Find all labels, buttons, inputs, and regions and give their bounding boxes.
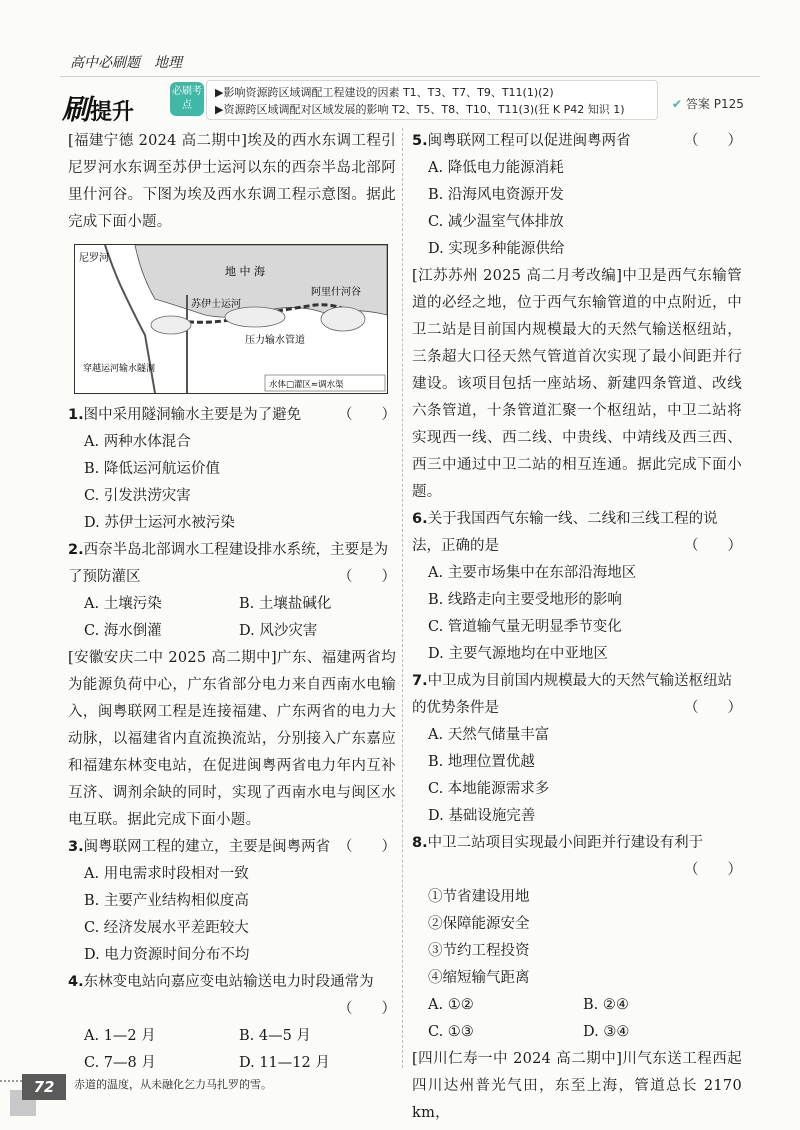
- q2-option-a: A. 土壤污染: [84, 596, 162, 612]
- q2-option-d: D. 风沙灾害: [239, 623, 318, 639]
- topic-box: [206, 80, 658, 120]
- answer-bracket[interactable]: （ ）: [338, 569, 396, 585]
- q4-option-c: C. 7—8 月: [84, 1055, 156, 1071]
- q2-options-row-1: [84, 591, 396, 618]
- canal-label: 苏伊士运河: [191, 299, 241, 310]
- q1-option-a: A. 两种水体混合: [84, 434, 191, 450]
- logo-text: 提升: [90, 99, 135, 125]
- sea-area: [135, 245, 387, 317]
- q1-option-b: B. 降低运河航运价值: [84, 461, 220, 477]
- irrigation-area-middle: [225, 307, 285, 327]
- q2-option-b: B. 土壤盐碱化: [239, 596, 332, 612]
- q8-item-2: ②保障能源安全: [428, 916, 530, 932]
- irrigation-area-east: [321, 307, 365, 331]
- q7-option-a: A. 天然气储量丰富: [428, 727, 550, 743]
- answer-bracket[interactable]: （ ）: [338, 1001, 396, 1017]
- egypt-water-map: [74, 244, 388, 394]
- column-divider: [402, 128, 404, 1068]
- question-2: 2.西奈半岛北部调水工程建设排水系统，主要是为了预防灌区 （ ）: [68, 537, 396, 591]
- q8-item-1: ①节省建设用地: [428, 889, 530, 905]
- question-3: 3.闽粤联网工程的建立，主要是闽粤两省 （ ）: [68, 834, 396, 861]
- q8-option-c: C. ①③: [428, 1024, 474, 1040]
- header-title: 高中必刷题 地理: [70, 55, 182, 71]
- section-logo: [62, 88, 134, 128]
- answer-bracket[interactable]: （ ）: [684, 862, 742, 878]
- q4-option-b: B. 4—5 月: [239, 1028, 311, 1044]
- answer-bracket[interactable]: （ ）: [684, 700, 742, 716]
- map-graphic: [75, 245, 387, 393]
- answer-bracket[interactable]: （ ）: [684, 538, 742, 554]
- question-4: 4.东林变电站向嘉应变电站输送电力时段通常为: [68, 974, 374, 990]
- q6-option-a: A. 主要市场集中在东部沿海地区: [428, 565, 637, 581]
- question-8: 8.中卫二站项目实现最小间距并行建设有利于: [412, 835, 704, 851]
- logo-char: 刷: [62, 93, 91, 126]
- footer-quote: 赤道的温度，从未融化乞力马扎罗的雪。: [74, 1078, 272, 1091]
- sea-label: 地 中 海: [225, 265, 265, 278]
- pipe-label: 压力输水管道: [245, 335, 305, 346]
- q8-option-d: D. ③④: [583, 1024, 630, 1040]
- q7-option-b: B. 地理位置优越: [428, 754, 535, 770]
- q2-options-row-2: [84, 618, 396, 645]
- question-7: 7.中卫成为目前国内规模最大的天然气输送枢纽站的优势条件是 （ ）: [412, 668, 742, 722]
- q4-option-a: A. 1—2 月: [84, 1028, 156, 1044]
- q6-option-c: C. 管道输气量无明显季节变化: [428, 619, 622, 635]
- q8-item-3: ③节约工程投资: [428, 943, 530, 959]
- q3-option-a: A. 用电需求时段相对一致: [84, 866, 249, 882]
- q1-option-c: C. 引发洪涝灾害: [84, 488, 191, 504]
- question-1: 1.图中采用隧洞输水主要是为了避免 （ ）: [68, 402, 396, 429]
- q6-option-d: D. 主要气源地均在中亚地区: [428, 646, 608, 662]
- q5-option-c: C. 减少温室气体排放: [428, 214, 564, 230]
- must-know-badge: 必刷考点: [170, 82, 204, 116]
- intro-gas: [江苏苏州 2025 高二月考改编]中卫是西气东输管道的必经之地，位于西气东输管道的中点附近，中卫二站是目前国内规模最大的天然气输送枢纽站，三条超大口径天然气管道首次实现了最小间距并行建设。该项目包括一座站场、新建四条管道、改线六条管道，十条管道汇聚一个枢纽站，中卫二站将实现西一线、西二线、中贵线、中靖线及西三西、西三中通过中卫二站的相互连通。据此完成下面小题。: [412, 268, 742, 500]
- topic-line-1: ▶影响资源跨区域调配工程建设的因素 T1、T3、T7、T9、T11(1)(2): [215, 86, 554, 99]
- topic-line-2: ▶资源跨区域调配对区域发展的影响 T2、T5、T8、T10、T11(3)(狂 K P42 知识 1): [215, 103, 625, 116]
- q6-option-b: B. 线路走向主要受地形的影响: [428, 592, 622, 608]
- q8-options-row-1: [428, 992, 742, 1019]
- q1-option-d: D. 苏伊士运河水被污染: [84, 515, 235, 531]
- right-column: [412, 128, 742, 1127]
- q5-option-b: B. 沿海风电资源开发: [428, 187, 564, 203]
- question-6: 6.关于我国西气东输一线、二线和三线工程的说法，正确的是 （ ）: [412, 506, 742, 560]
- footer-dots: [0, 1080, 22, 1084]
- q8-options-row-2: [428, 1019, 742, 1046]
- q2-option-c: C. 海水倒灌: [84, 623, 162, 639]
- q4-bracket-line: [68, 996, 396, 1023]
- answer-text: 答案 P125: [685, 97, 744, 111]
- q8-item-4: ④缩短输气距离: [428, 970, 530, 986]
- check-icon: ✔: [672, 97, 683, 111]
- header-rule: [60, 76, 760, 77]
- answer-ref[interactable]: [672, 95, 744, 112]
- q5-option-a: A. 降低电力能源消耗: [428, 160, 564, 176]
- intro-sichuan: [四川仁寿一中 2024 高二期中]川气东送工程西起四川达州普光气田，东至上海，管道总长 2170 km，: [412, 1051, 742, 1121]
- q5-option-d: D. 实现多种能源供给: [428, 241, 565, 257]
- q8-bracket-line: [412, 857, 742, 884]
- answer-bracket[interactable]: （ ）: [338, 407, 396, 423]
- q3-option-d: D. 电力资源时间分布不均: [84, 947, 250, 963]
- legend-text: 水体□灌区≈调水渠: [269, 380, 344, 390]
- left-column: [68, 128, 396, 1077]
- q4-option-d: D. 11—12 月: [239, 1055, 330, 1071]
- q7-option-c: C. 本地能源需求多: [428, 781, 550, 797]
- intro-egypt: [福建宁德 2024 高二期中]埃及的西水东调工程引尼罗河水东调至苏伊士运河以东的西奈半岛北部阿里什河谷。下图为埃及西水东调工程示意图。据此完成下面小题。: [68, 133, 396, 230]
- answer-bracket[interactable]: （ ）: [684, 133, 742, 149]
- q3-option-c: C. 经济发展水平差距较大: [84, 920, 249, 936]
- nile-label: 尼罗河: [79, 253, 109, 264]
- question-5: 5.闽粤联网工程可以促进闽粤两省 （ ）: [412, 128, 742, 155]
- valley-label: 阿里什河谷: [311, 287, 361, 298]
- tunnel-label: 穿越运河输水隧洞: [83, 364, 156, 374]
- irrigation-area-west: [151, 316, 191, 334]
- intro-power: [安徽安庆二中 2025 高二期中]广东、福建两省均为能源负荷中心，广东省部分电力来自西南水电输入，闽粤联网工程是连接福建、广东两省的电力大动脉，以福建省内直流换流站，分别接入广东嘉应和福建东林变电站，在促进闽粤两省电力年内互补互济、调剂余缺的同时，实现了西南水电与闽区水电互联。据此完成下面小题。: [68, 650, 396, 828]
- q4-options-row-1: [84, 1023, 396, 1050]
- page-number: 72: [22, 1074, 66, 1100]
- q8-option-a: A. ①②: [428, 997, 474, 1013]
- q4-options-row-2: [84, 1050, 396, 1077]
- q3-option-b: B. 主要产业结构相似度高: [84, 893, 249, 909]
- answer-bracket[interactable]: （ ）: [338, 839, 396, 855]
- q8-option-b: B. ②④: [583, 997, 629, 1013]
- q7-option-d: D. 基础设施完善: [428, 808, 536, 824]
